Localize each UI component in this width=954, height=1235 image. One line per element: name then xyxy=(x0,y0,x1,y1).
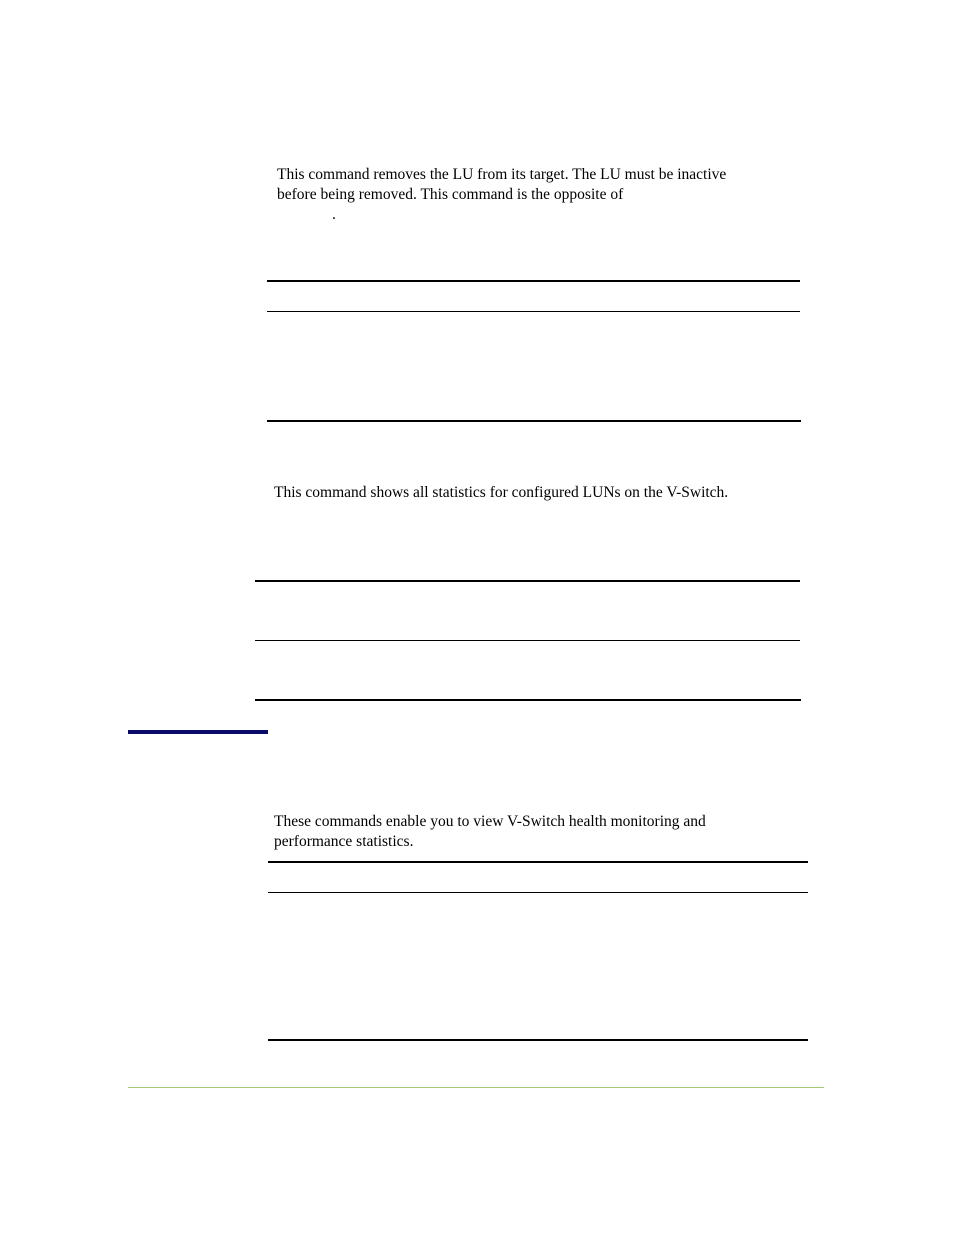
footer-rule xyxy=(128,1087,824,1088)
syntax-table-bottom-rule xyxy=(267,420,801,422)
remove-lu-description-line-1: This command removes the LU from its target. The LU must be inactive xyxy=(277,166,727,183)
section-heading-bar xyxy=(128,730,268,734)
stats-table-middle-rule xyxy=(255,640,800,641)
health-monitoring-description-line-2: performance statistics. xyxy=(274,833,414,850)
command-table-bottom-rule xyxy=(268,1039,808,1041)
stats-table-top-rule xyxy=(255,580,800,582)
remove-lu-description-line-3: . xyxy=(332,206,336,223)
syntax-table-header-rule xyxy=(267,311,800,312)
command-table-top-rule xyxy=(268,861,808,863)
show-lun-stats-description: This command shows all statistics for configured LUNs on the V-Switch. xyxy=(274,484,729,501)
command-table-header-rule xyxy=(268,892,808,893)
health-monitoring-description-line-1: These commands enable you to view V-Switch health monitoring and xyxy=(274,813,706,830)
remove-lu-description-line-2: before being removed. This command is the opposite of xyxy=(277,186,624,203)
syntax-table-top-rule xyxy=(267,280,800,282)
stats-table-bottom-rule xyxy=(255,699,801,701)
